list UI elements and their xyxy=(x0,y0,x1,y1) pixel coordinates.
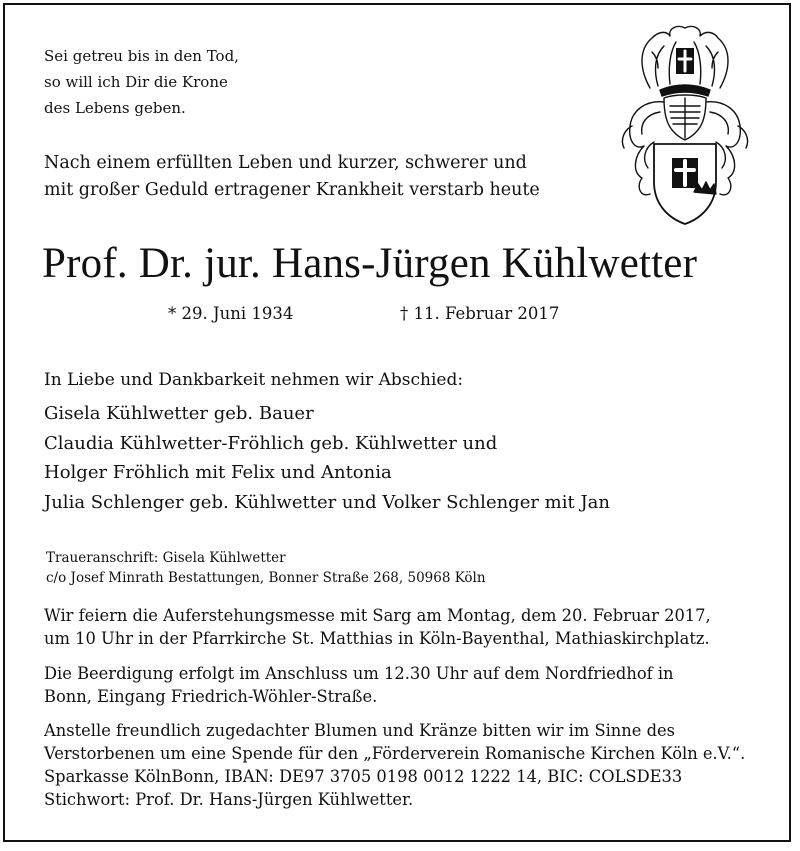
donation-paragraph xyxy=(44,719,745,811)
burial-line: Die Beerdigung erfolgt im Anschluss um 12.30 Uhr auf dem Nordfriedhof in xyxy=(44,664,674,683)
donation-line: Stichwort: Prof. Dr. Hans-Jürgen Kühlwetter. xyxy=(44,790,414,809)
burial-paragraph xyxy=(44,662,674,708)
address-line: c/o Josef Minrath Bestattungen, Bonner Straße 268, 50968 Köln xyxy=(46,570,486,586)
donation-line: Verstorbenen um eine Spende für den „Förderverein Romanische Kirchen Köln e.V.“. xyxy=(44,744,746,763)
donation-line: Sparkasse KölnBonn, IBAN: DE97 3705 0198 0012 1222 14, BIC: COLSDE33 xyxy=(44,767,683,786)
mourner-entry: Julia Schlenger geb. Kühlwetter und Volker Schlenger mit Jan xyxy=(44,491,611,513)
coat-of-arms-icon xyxy=(610,22,760,227)
mourner-entry: Claudia Kühlwetter-Fröhlich geb. Kühlwetter und xyxy=(44,432,498,454)
address-line: Traueranschrift: Gisela Kühlwetter xyxy=(46,550,286,566)
bible-verse-line: des Lebens geben. xyxy=(44,99,186,117)
intro-line: mit großer Geduld ertragener Krankheit verstarb heute xyxy=(44,180,540,200)
birth-date: * 29. Juni 1934 xyxy=(168,304,294,323)
intro-line: Nach einem erfüllten Leben und kurzer, schwerer und xyxy=(44,153,527,173)
death-date: † 11. Februar 2017 xyxy=(400,304,560,323)
bible-verse xyxy=(44,43,239,121)
service-paragraph xyxy=(44,604,711,650)
mourner-entry: Holger Fröhlich mit Felix und Antonia xyxy=(44,462,392,483)
intro-text xyxy=(44,150,540,204)
service-line: um 10 Uhr in der Pfarrkirche St. Matthias in Köln-Bayenthal, Mathiaskirchplatz. xyxy=(44,629,710,648)
mourning-address xyxy=(46,548,486,588)
bible-verse-line: so will ich Dir die Krone xyxy=(44,73,228,91)
bible-verse-line: Sei getreu bis in den Tod, xyxy=(44,47,239,65)
mourner-entry: Gisela Kühlwetter geb. Bauer xyxy=(44,403,314,424)
donation-line: Anstelle freundlich zugedachter Blumen und Kränze bitten wir im Sinne des xyxy=(44,721,676,740)
farewell-heading: In Liebe und Dankbarkeit nehmen wir Abschied: xyxy=(44,370,464,390)
service-line: Wir feiern die Auferstehungsmesse mit Sarg am Montag, dem 20. Februar 2017, xyxy=(44,606,711,625)
deceased-name: Prof. Dr. jur. Hans-Jürgen Kühlwetter xyxy=(42,240,698,287)
mourners-list xyxy=(44,399,610,517)
burial-line: Bonn, Eingang Friedrich-Wöhler-Straße. xyxy=(44,687,378,706)
